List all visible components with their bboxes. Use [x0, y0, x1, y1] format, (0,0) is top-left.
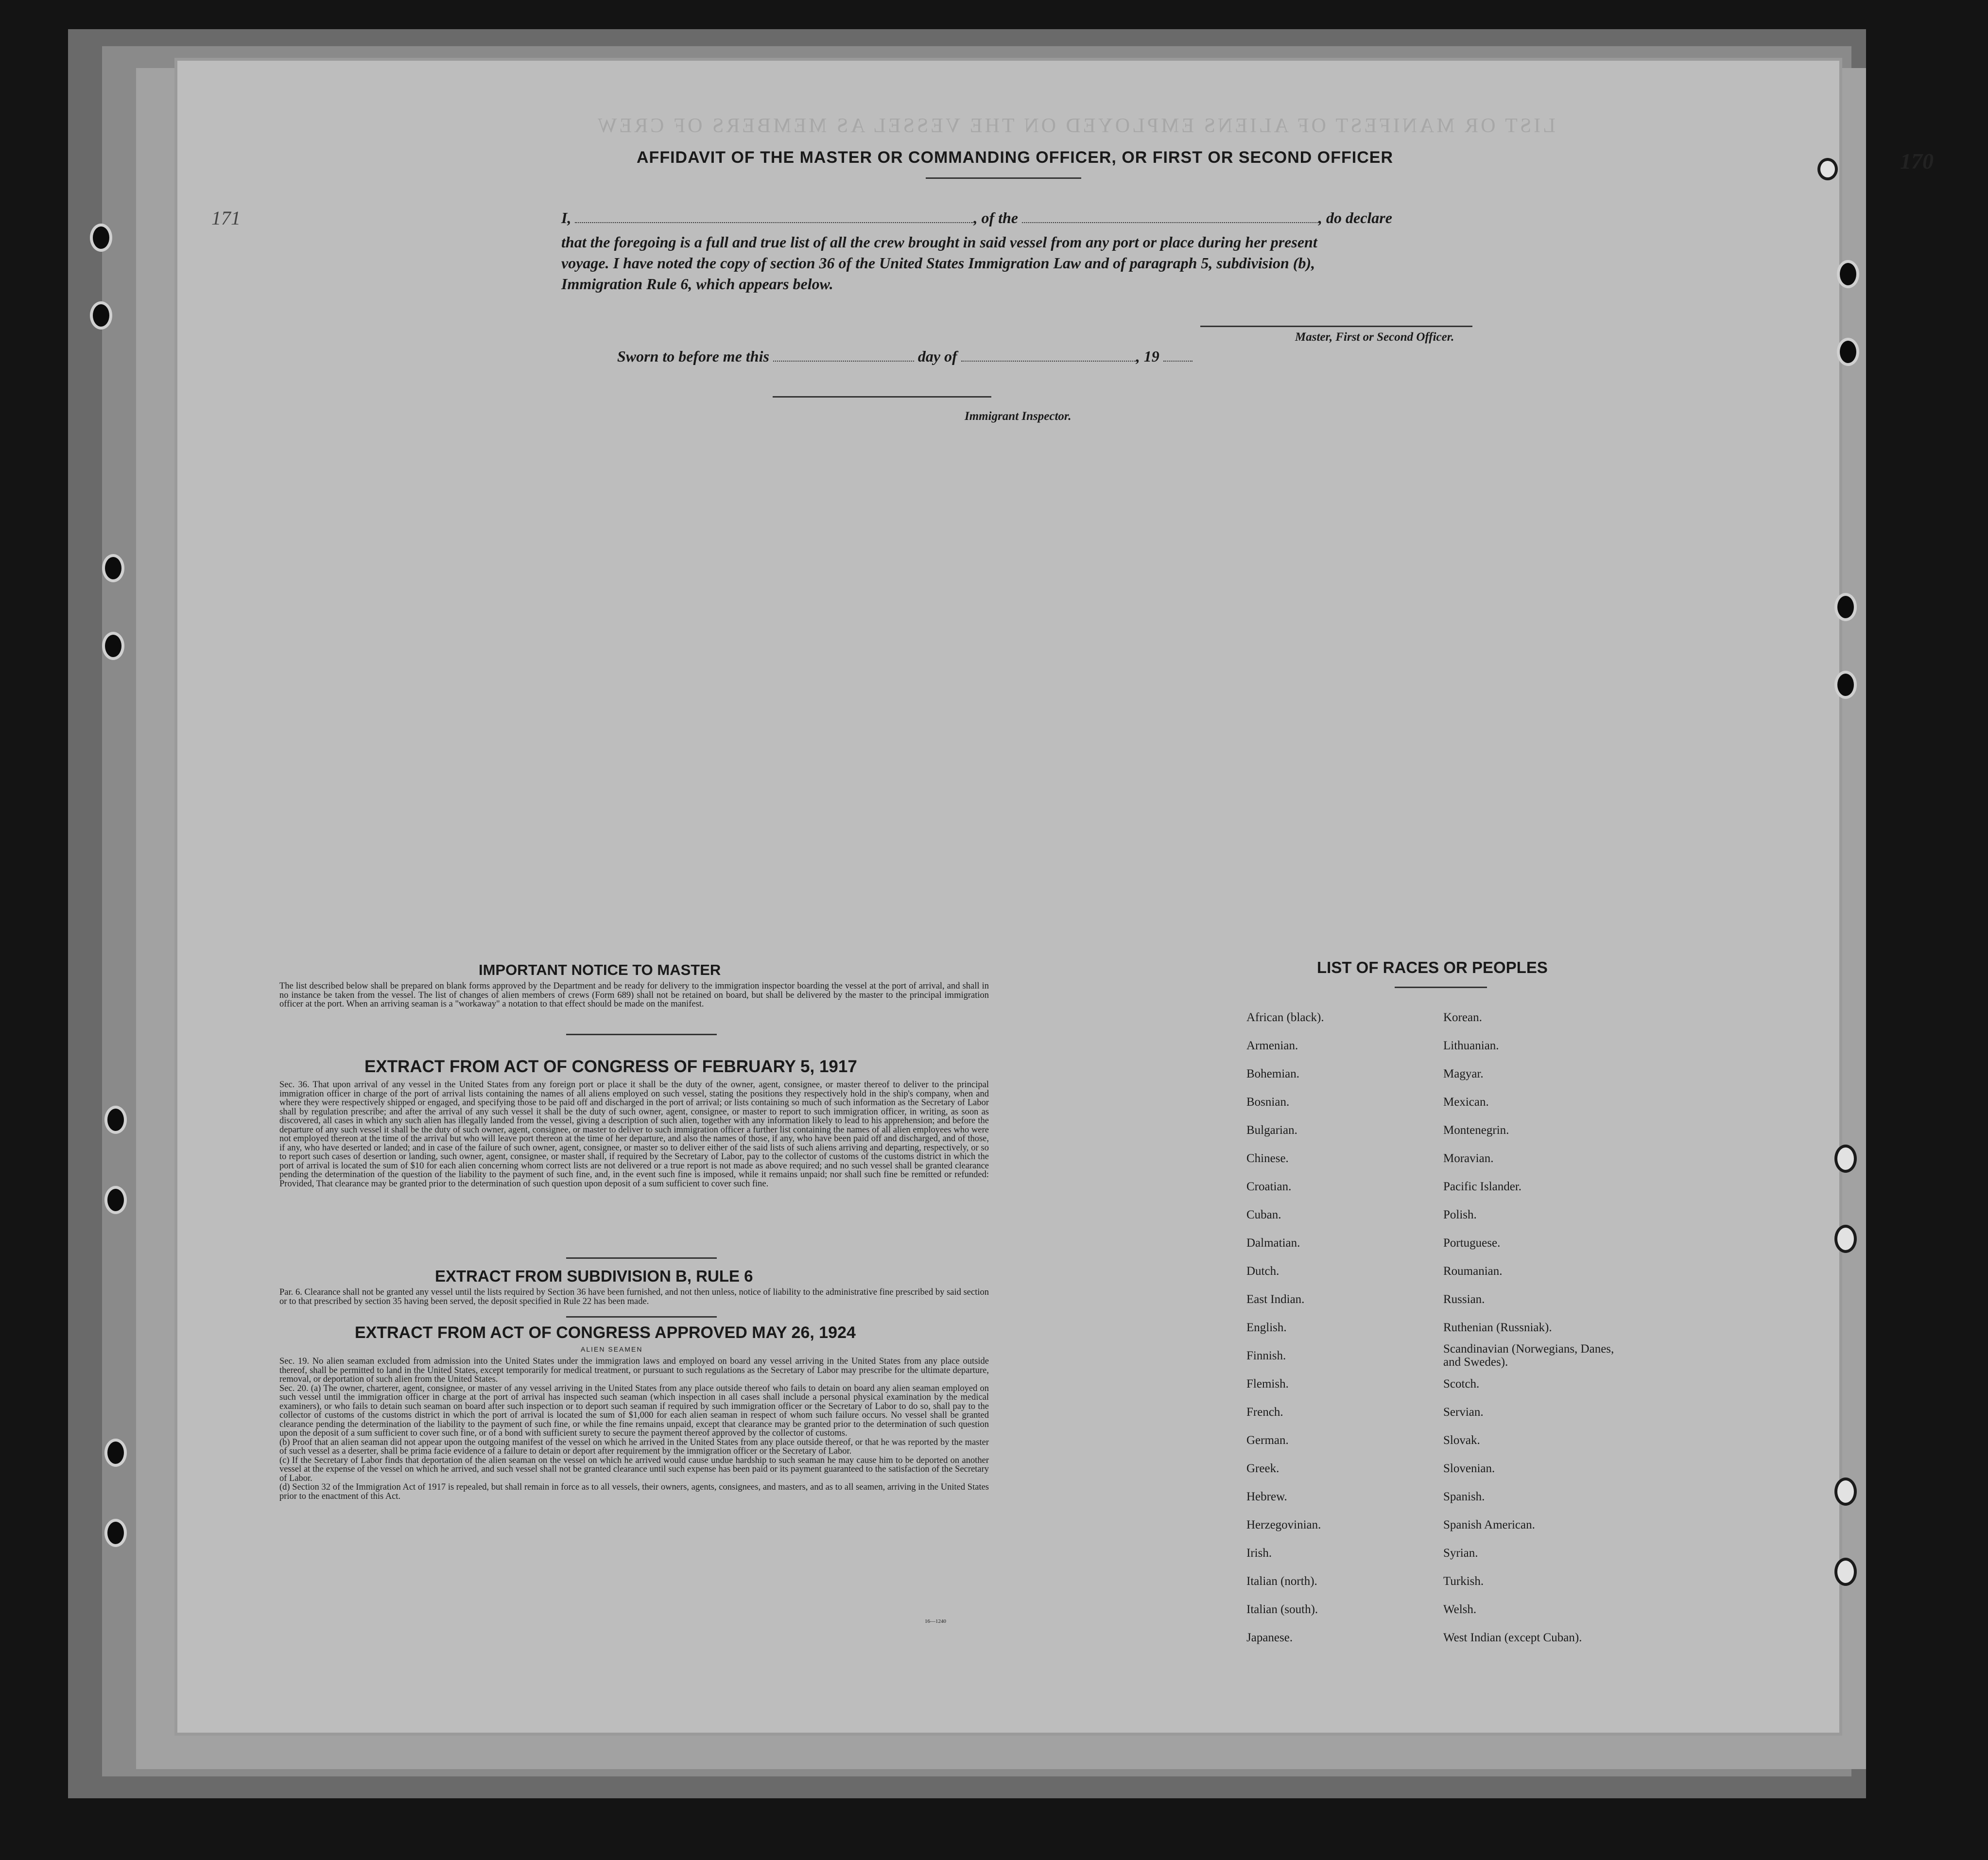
race-item: Slovenian.: [1443, 1462, 1495, 1475]
race-item: Scotch.: [1443, 1377, 1480, 1391]
race-item: Spanish.: [1443, 1490, 1485, 1503]
race-item: Polish.: [1443, 1208, 1477, 1221]
punch-hole: [102, 554, 124, 582]
race-item: Finnish.: [1246, 1349, 1286, 1362]
punch-hole: [1834, 1558, 1857, 1586]
race-item: Welsh.: [1443, 1603, 1477, 1616]
punch-hole: [104, 1439, 127, 1467]
divider: [566, 1257, 717, 1259]
affidavit-title: AFFIDAVIT OF THE MASTER OR COMMANDING OFFICER, OR FIRST OR SECOND OFFICER: [637, 148, 1393, 167]
race-item: Bosnian.: [1246, 1095, 1290, 1109]
extract-rule6-title: EXTRACT FROM SUBDIVISION B, RULE 6: [435, 1267, 753, 1285]
extract-1924-subtitle: ALIEN SEAMEN: [581, 1345, 643, 1353]
race-item: Turkish.: [1443, 1575, 1484, 1588]
race-item: East Indian.: [1246, 1293, 1305, 1306]
extract-1924-text: [279, 1357, 989, 1501]
year-label: , 19: [1136, 348, 1159, 365]
race-item: Japanese.: [1246, 1631, 1293, 1644]
month-blank: [961, 349, 1136, 362]
race-item: Ruthenian (Russniak).: [1443, 1321, 1552, 1334]
race-item: African (black).: [1246, 1011, 1324, 1024]
race-item: Syrian.: [1443, 1547, 1478, 1560]
race-item: Pacific Islander.: [1443, 1180, 1522, 1193]
race-item: Hebrew.: [1246, 1490, 1287, 1503]
margin-note: 171: [211, 207, 241, 229]
race-item: Moravian.: [1443, 1152, 1494, 1165]
race-item: Mexican.: [1443, 1095, 1489, 1109]
year-blank: [1163, 349, 1193, 362]
punch-hole: [1834, 593, 1857, 621]
race-item: Roumanian.: [1443, 1265, 1503, 1278]
race-item: English.: [1246, 1321, 1287, 1334]
sec-20b: (b) Proof that an alien seaman did not appear upon the outgoing manifest of the vessel on which he arrived in the United States from any place outside thereof, or that he was reported by the master of such vessel as a deserter, shall be prima facie evidence of a failure to detain or deport after requirement by the immigration officer or the Secretary of Labor.: [279, 1437, 989, 1456]
sworn-label: Sworn to before me this: [617, 348, 769, 365]
race-item: Spanish American.: [1443, 1518, 1535, 1531]
race-item: Greek.: [1246, 1462, 1279, 1475]
affidavit-line2: that the foregoing is a full and true list of all the crew brought in said vessel from any port or place during her present: [561, 233, 1317, 251]
inspector-signature-line: [773, 396, 991, 398]
race-item: German.: [1246, 1434, 1289, 1447]
extract-1917-title: EXTRACT FROM ACT OF CONGRESS OF FEBRUARY 5, 1917: [364, 1057, 857, 1076]
form-number: 16—1240: [925, 1618, 946, 1624]
day-of-label: day of: [917, 348, 957, 365]
race-item: Magyar.: [1443, 1067, 1484, 1080]
punch-hole: [90, 224, 112, 252]
sec-20a: Sec. 20. (a) The owner, charterer, agent, consignee, or master of any vessel arriving in the United States from any place outside thereof who fails to detain on board any alien seaman employed on such vessel until the immigration officer in charge at the port of arrival has inspected such seaman (which inspection in all cases shall include a personal physical examination by the medical examiners), or who fails to detain such seaman on board after such inspection or to deport such seaman if required by such immigration officer or the Secretary of Labor to do so, shall pay to the collector of customs of the customs district in which the port of arrival is located the sum of $1,000 for each alien seaman in respect of whom such failure occurs. No vessel shall be granted clearance pending the determination of the liability to the payment of such fine, or while the fine remains unpaid, except that clearance may be granted prior to the determination of such question upon the deposit of a sum sufficient to cover such fine, or of a bond with sufficient surety to secure the payment thereof approved by the collector of customs.: [279, 1383, 989, 1438]
affidavit-line1: [561, 209, 1392, 227]
affidavit-line4: Immigration Rule 6, which appears below.: [561, 275, 833, 293]
race-item: Armenian.: [1246, 1039, 1298, 1052]
punch-hole: [1834, 671, 1857, 699]
affidavit-of-the: , of the: [973, 209, 1018, 226]
race-item: Croatian.: [1246, 1180, 1292, 1193]
manifest-page: [177, 61, 1934, 1733]
race-item: Bulgarian.: [1246, 1124, 1297, 1137]
affidavit-line3: voyage. I have noted the copy of section 36 of the United States Immigration Law and of paragraph 5, subdivision (b),: [561, 254, 1315, 272]
vessel-blank: [1022, 210, 1318, 223]
divider: [926, 177, 1081, 179]
race-item: Italian (south).: [1246, 1603, 1318, 1616]
punch-hole: [1834, 1478, 1857, 1506]
races-title: LIST OF RACES OR PEOPLES: [1317, 958, 1548, 976]
race-item: Korean.: [1443, 1011, 1482, 1024]
divider: [1395, 987, 1487, 988]
punch-hole: [104, 1519, 127, 1547]
race-item: Slovak.: [1443, 1434, 1480, 1447]
race-item: Servian.: [1443, 1406, 1484, 1419]
race-item: French.: [1246, 1406, 1283, 1419]
extract-1924-title: EXTRACT FROM ACT OF CONGRESS APPROVED MAY 26, 1924: [355, 1323, 856, 1342]
race-item: Scandinavian (Norwegians, Danes, and Swedes).: [1443, 1342, 1614, 1369]
sec-19: Sec. 19. No alien seaman excluded from admission into the United States under the immigration laws and employed on board any vessel arriving in the United States from any place outside thereof, shall be permitted to land in the United States, except temporarily for medical treatment, or pursuant to such regulations as the Secretary of Labor may prescribe for the ultimate departure, removal, or deportation of such alien from the United States.: [279, 1356, 989, 1384]
punch-hole: [102, 632, 124, 660]
day-blank: [773, 349, 914, 362]
race-item: Dalmatian.: [1246, 1236, 1300, 1250]
punch-hole: [1837, 260, 1859, 288]
divider: [566, 1034, 717, 1035]
punch-hole: [1834, 1145, 1857, 1173]
punch-hole: [1834, 1225, 1857, 1253]
affidavit-declare: , do declare: [1318, 209, 1392, 226]
punch-hole: [104, 1186, 127, 1214]
race-item: Russian.: [1443, 1293, 1485, 1306]
background-title: LIST OR MANIFEST OF ALIENS EMPLOYED ON THE VESSEL AS MEMBERS OF CREW: [595, 115, 1556, 137]
extract-rule6-text: Par. 6. Clearance shall not be granted any vessel until the lists required by Section 36 have been furnished, and not then unless, notice of liability to the administrative fine prescribed by said section or to that prescribed by section 35 having been served, the deposit specified in Rule 22 has been made.: [279, 1287, 989, 1306]
notice-title: IMPORTANT NOTICE TO MASTER: [479, 961, 721, 978]
sec-20c: (c) If the Secretary of Labor finds that deportation of the alien seaman on the vessel on which he arrived would cause undue hardship to such seaman he may cause him to be deported on another vessel at the expense of the vessel on which he arrived, and such vessel shall not be granted clearance until such expense has been paid or its payment guaranteed to the satisfaction of the Secretary of Labor.: [279, 1455, 989, 1483]
name-blank: [575, 210, 973, 223]
race-item: Dutch.: [1246, 1265, 1279, 1278]
page-number: 170: [1900, 149, 1934, 174]
extract-1917-text: Sec. 36. That upon arrival of any vessel in the United States from any foreign port or place it shall be the duty of the owner, agent, consignee, or master thereof to deliver to the principal immigration officer in charge of the port of arrival lists containing the names of all aliens employed on such vessel, stating the positions they respectively hold in the ship's company, when and where they were respectively shipped or engaged, and specifying those to be paid off and discharged in the port of arrival; or lists containing so much of such information as the Secretary of Labor shall by regulation prescribe; and after the arrival of any such vessel it shall be the duty of such owner, agent, consignee, or master to report to such immigration officer, in writing, as soon as discovered, all cases in which any such alien has illegally landed from the vessel, giving a description of such alien, together with any information likely to lead to his apprehension; and before the departure of any such vessel it shall be the duty of such owner, agent, consignee, or master to deliver to such immigration officer a further list containing the names of all alien employees who were not employed thereon at the time of the arrival but who will leave port thereon at the time of her departure, and also the names of those, if any, who have been paid off and discharged, and of those, if any, who have deserted or landed; and in case of the failure of such owner, agent, consignee, or master so to deliver either of the said lists of such aliens arriving and departing, respectively, or so to report such cases of desertion or landing, such owner, agent, consignee, or master shall, if required by the Secretary of Labor, pay to the collector of customs of the customs district in which the port of arrival is located the sum of $10 for each alien concerning whom correct lists are not delivered or a true report is not made as above required; and no such vessel shall be granted clearance pending the determination of the question of the liability to the payment of such fine, and, in the event such fine is imposed, while it remains unpaid; nor shall such fine be remitted or refunded: Provided, That clearance may be granted prior to the determination of such question upon deposit of a sum sufficient to cover such fine.: [279, 1080, 989, 1189]
punch-hole: [1817, 158, 1838, 180]
race-item: Bohemian.: [1246, 1067, 1300, 1080]
punch-hole: [90, 301, 112, 330]
race-item: Flemish.: [1246, 1377, 1289, 1391]
master-signature-label: Master, First or Second Officer.: [1295, 330, 1454, 344]
race-item: Chinese.: [1246, 1152, 1289, 1165]
race-item: Montenegrin.: [1443, 1124, 1509, 1137]
inspector-signature-label: Immigrant Inspector.: [965, 410, 1072, 423]
sec-20d: (d) Section 32 of the Immigration Act of 1917 is repealed, but shall remain in force as to all vessels, their owners, agents, consignees, and masters, and as to all seamen, arriving in the United States prior to the enactment of this Act.: [279, 1482, 989, 1501]
race-item: West Indian (except Cuban).: [1443, 1631, 1582, 1644]
punch-hole: [104, 1106, 127, 1134]
sworn-line: [617, 348, 1193, 365]
race-item: Italian (north).: [1246, 1575, 1317, 1588]
master-signature-line: [1200, 326, 1472, 327]
race-item: Lithuanian.: [1443, 1039, 1499, 1052]
punch-hole: [1837, 338, 1859, 366]
divider: [566, 1316, 717, 1318]
notice-text: The list described below shall be prepared on blank forms approved by the Department and be ready for delivery to the immigration inspector boarding the vessel at the port of arrival, and shall in no instance be taken from the vessel. The list of changes of alien members of crews (Form 689) shall not be retained on board, but shall be delivered by the master to the principal immigration officer at the port. When an arriving seaman is a "workaway" a notation to that effect should be made on the manifest.: [279, 981, 989, 1009]
race-item: Cuban.: [1246, 1208, 1281, 1221]
race-item: Irish.: [1246, 1547, 1272, 1560]
race-item: Portuguese.: [1443, 1236, 1501, 1250]
race-item: Herzegovinian.: [1246, 1518, 1321, 1531]
affidavit-i: I,: [561, 209, 571, 226]
